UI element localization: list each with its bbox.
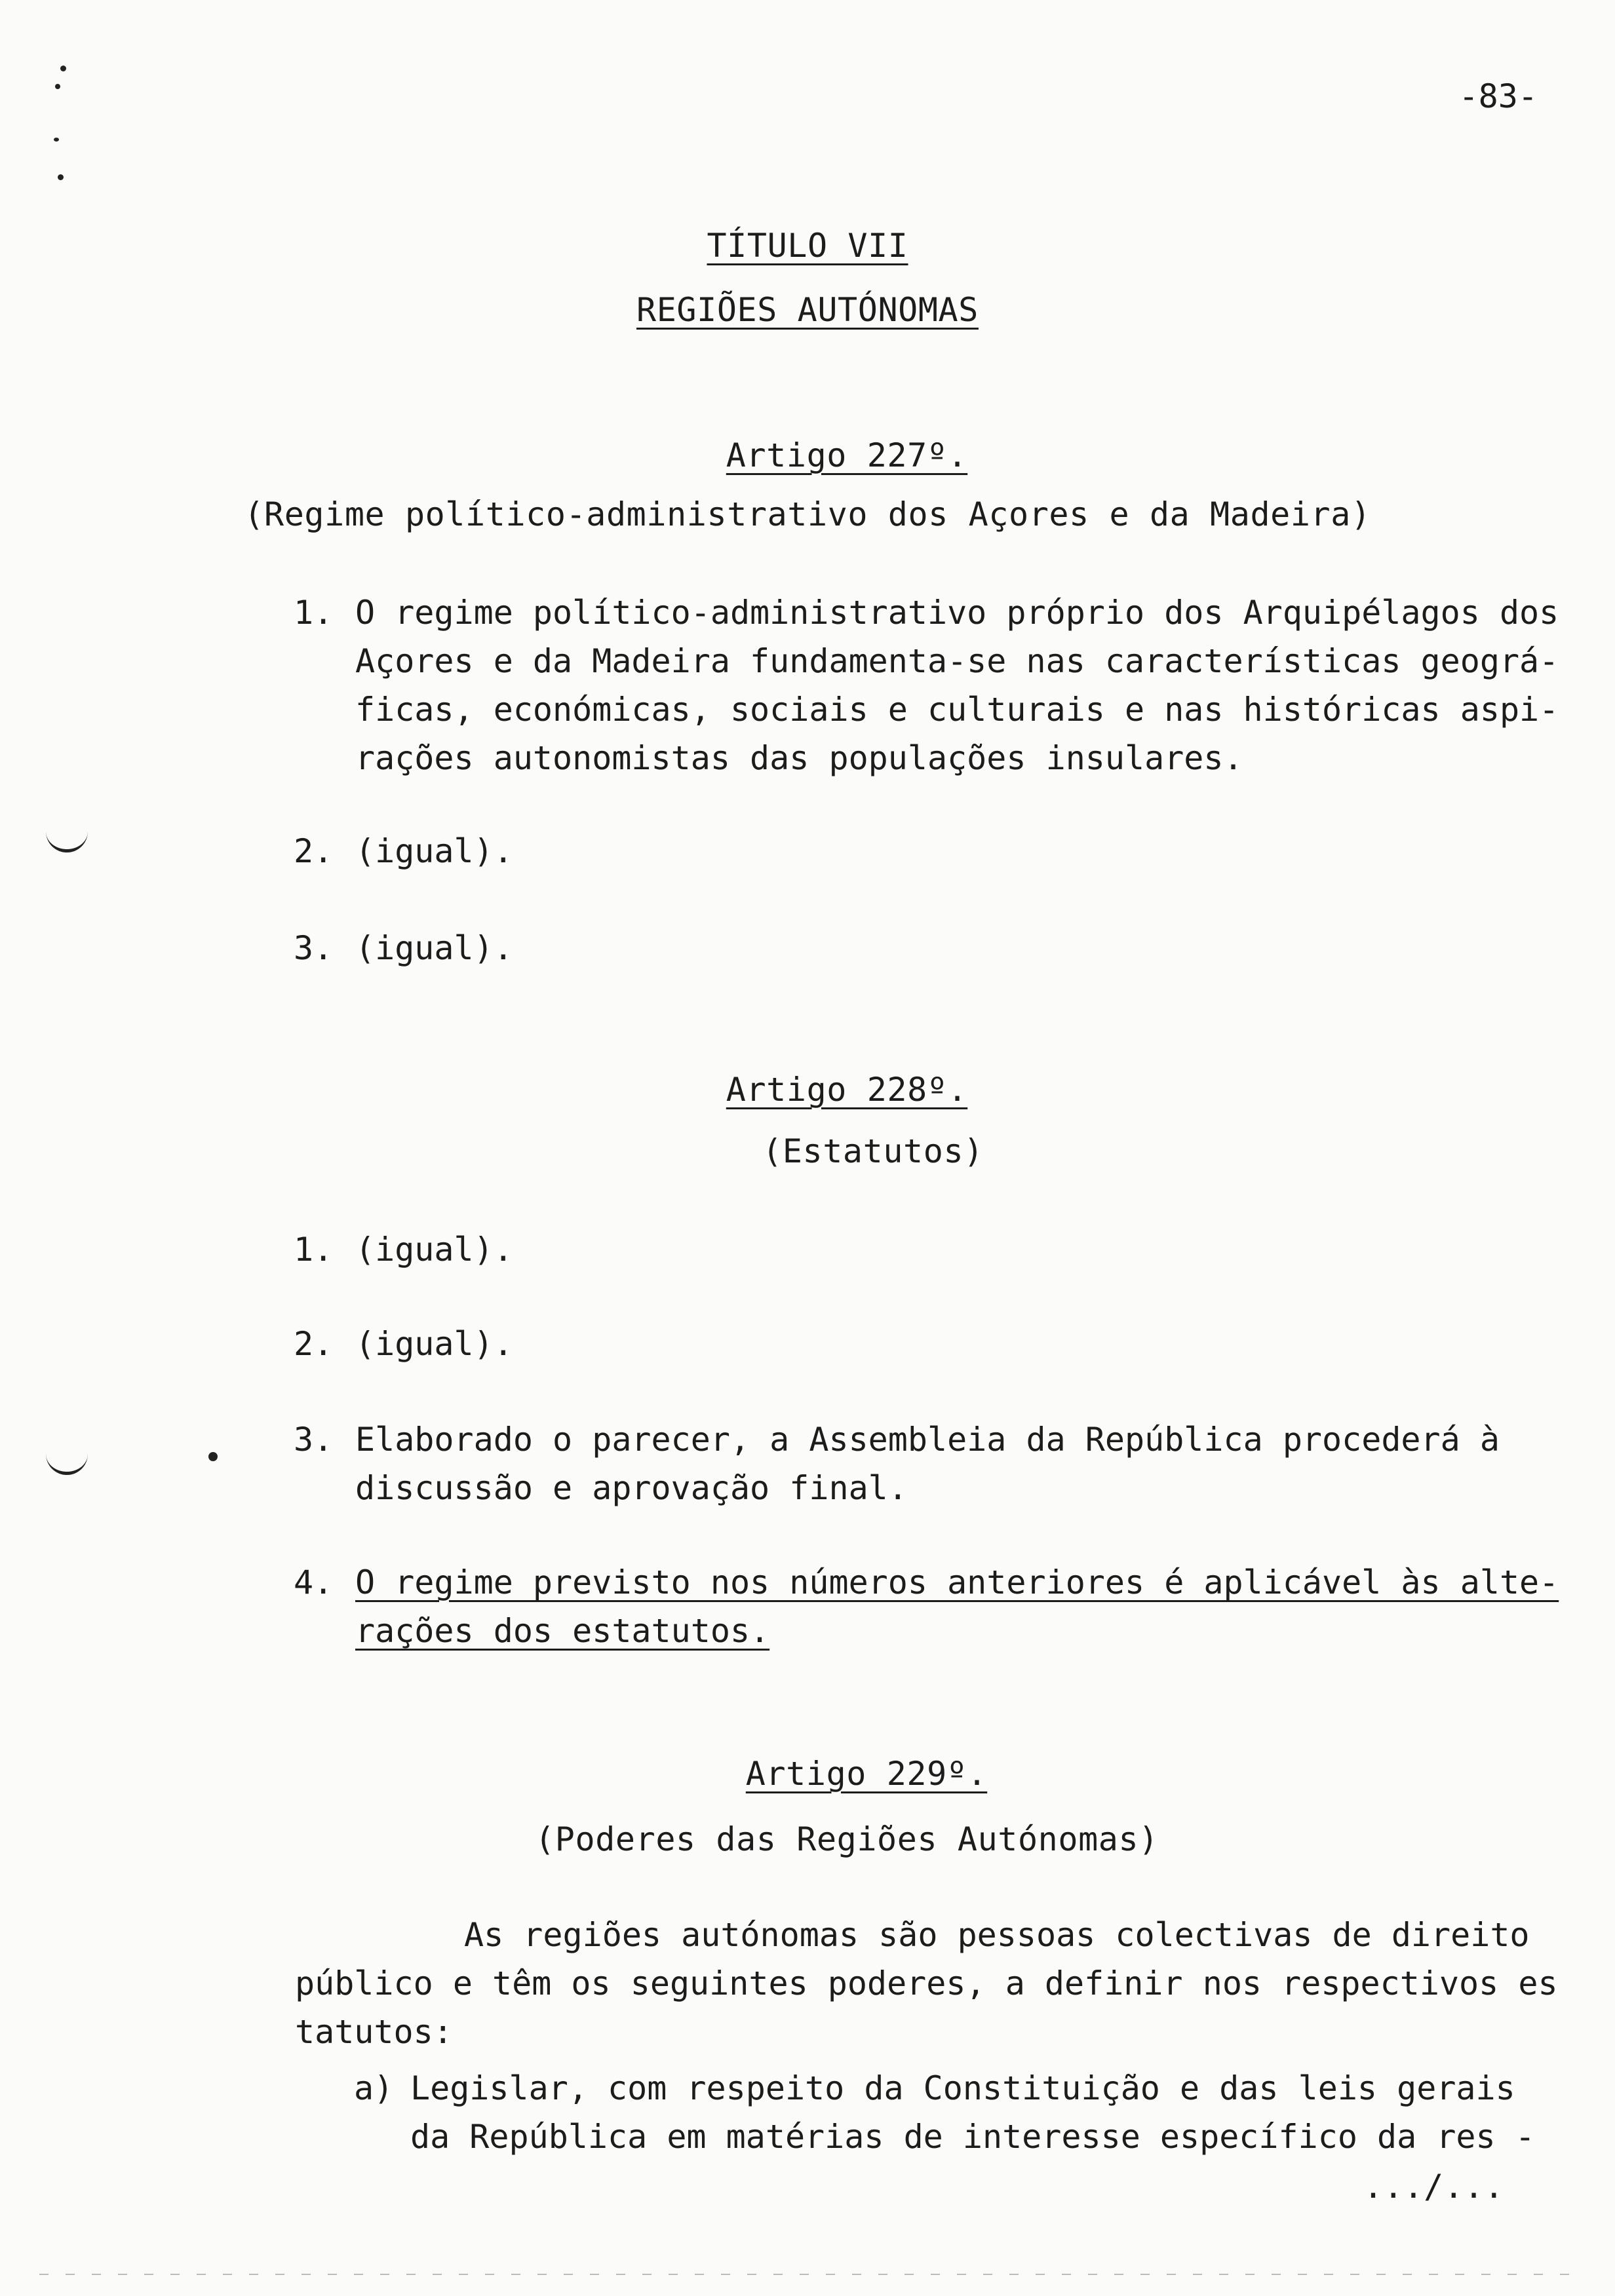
article-heading: Artigo 228º. bbox=[726, 1071, 968, 1109]
text-line: rações autonomistas das populações insulares. bbox=[355, 739, 1243, 777]
item-text: (igual). bbox=[355, 1231, 513, 1269]
text-line: Açores e da Madeira fundamenta-se nas características geográ- bbox=[355, 642, 1559, 680]
item-text bbox=[355, 1415, 1500, 1512]
text-line: Elaborado o parecer, a Assembleia da República procederá à bbox=[355, 1421, 1500, 1459]
text-line: O regime político-administrativo próprio dos Arquipélagos dos bbox=[355, 594, 1559, 632]
scan-speck bbox=[58, 174, 64, 180]
item-number: 2. bbox=[294, 1325, 334, 1363]
item-number: 4. bbox=[294, 1563, 334, 1601]
item-text bbox=[410, 2064, 1535, 2161]
item-text: (igual). bbox=[355, 832, 513, 870]
continuation-mark: .../... bbox=[1363, 2168, 1504, 2206]
page-number: -83- bbox=[1458, 77, 1538, 115]
text-line: As regiões autónomas são pessoas colectivas de direito bbox=[464, 1916, 1530, 1954]
item-number: 3. bbox=[294, 929, 334, 967]
item-number: 2. bbox=[294, 832, 334, 870]
scan-speck bbox=[60, 66, 66, 71]
subtitle-heading: REGIÕES AUTÓNOMAS bbox=[636, 291, 979, 329]
item-text: (igual). bbox=[355, 1325, 513, 1363]
item-text: (igual). bbox=[355, 929, 513, 967]
text-line: ficas, económicas, sociais e culturais e nas históricas aspi- bbox=[355, 691, 1559, 729]
article-heading: Artigo 229º. bbox=[745, 1755, 988, 1793]
text-line: discussão e aprovação final. bbox=[355, 1469, 908, 1507]
text-line: O regime previsto nos números anteriores é aplicável às alte- bbox=[355, 1563, 1559, 1601]
text-line: rações dos estatutos. bbox=[355, 1612, 770, 1650]
article-caption: (Regime político-administrativo dos Açores e da Madeira) bbox=[244, 495, 1371, 533]
article-caption: (Poderes das Regiões Autónomas) bbox=[535, 1820, 1159, 1858]
text-line: tatutos: bbox=[295, 2013, 453, 2051]
text-line: Legislar, com respeito da Constituição e das leis gerais bbox=[410, 2069, 1515, 2107]
article-heading: Artigo 227º. bbox=[726, 436, 968, 474]
item-text bbox=[355, 1558, 1559, 1655]
title-heading: TÍTULO VII bbox=[707, 227, 908, 265]
scan-edge-line bbox=[39, 2274, 1576, 2275]
item-text bbox=[355, 588, 1559, 782]
margin-dot bbox=[208, 1452, 218, 1461]
article-caption: (Estatutos) bbox=[762, 1132, 984, 1170]
item-number: a) bbox=[354, 2069, 394, 2107]
text-line: público e têm os seguintes poderes, a definir nos respectivos es bbox=[295, 1964, 1558, 2002]
text-line: da República em matérias de interesse específico da res - bbox=[410, 2118, 1535, 2156]
item-number: 1. bbox=[294, 1231, 334, 1269]
scan-speck bbox=[54, 138, 59, 142]
item-number: 1. bbox=[294, 594, 334, 632]
scan-speck bbox=[55, 84, 60, 89]
intro-paragraph bbox=[295, 1911, 1558, 2056]
margin-check-mark bbox=[46, 819, 88, 852]
margin-check-mark bbox=[46, 1442, 88, 1475]
item-number: 3. bbox=[294, 1421, 334, 1459]
